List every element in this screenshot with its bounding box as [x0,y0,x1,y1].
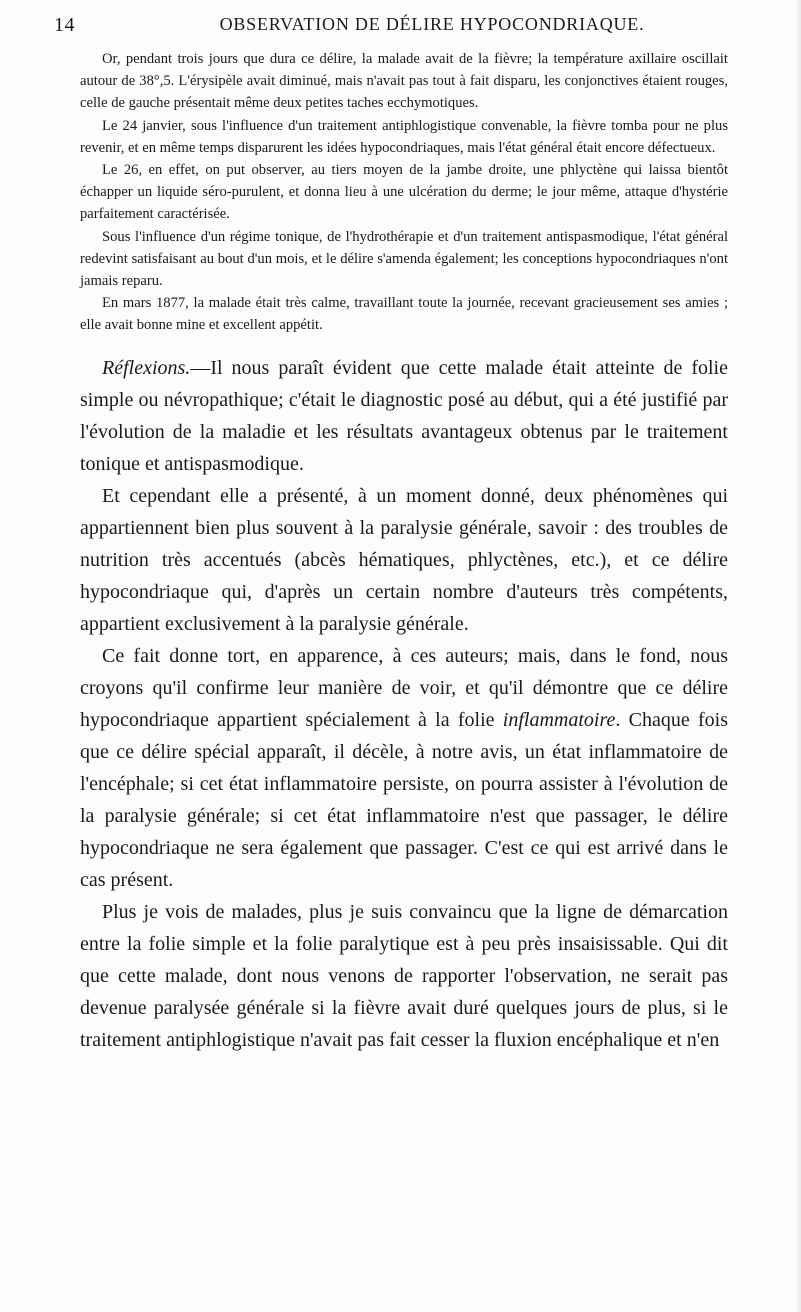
paragraph-january-24: Le 24 janvier, sous l'influence d'un traitement antiphlogistique convenable, la fièvre tomba pour ne plus revenir, et en même temps disparurent les idées hypocondriaques, mais l'état général était encore défectueux. [80,117,728,156]
reflexions-label: Réflexions. [102,357,191,379]
paragraph-phenomena: Et cependant elle a présenté, à un moment donné, deux phénomènes qui appartiennent bien plus souvent à la paralysie générale, savoir : des troubles de nutrition très accentués (abcès hématiques, phlyctènes, etc.), et ce délire hypocondriaque qui, d'après un certain nombre d'auteurs très compétents, appartient exclusivement à la paralysie générale. [80,485,728,635]
page-header [52,6,752,46]
inflammatory-text-a: Ce fait donne tort, en apparence, à ces auteurs; mais, dans le fond, nous croyons qu'il confirme leur manière de voir, et qu'il démontre que ce délire hypocondriaque appartient spécialement à la folie [80,645,728,731]
paragraph-demarcation: Plus je vois de malades, plus je suis convaincu que la ligne de démarcation entre la folie simple et la folie paralytique est à peu près insaisissable. Qui dit que cette malade, dont nous venons de rapporter l'observation, ne serait pas devenue paralysée générale si la fièvre avait duré quelques jours de plus, si le traitement antiphlogistique n'avait pas fait cesser la fluxion encéphalique et n'en [80,901,728,1051]
paragraph-fever: Or, pendant trois jours que dura ce délire, la malade avait de la fièvre; la température axillaire oscillait autour de 38°,5. L'érysipèle avait diminué, mais n'avait pas tout à fait disparu, les conjonctives étaient rouges, celle de gauche présentait même deux petites taches ecchymotiques. [80,51,728,112]
observation-notes [80,48,728,337]
paragraph-inflammatory [80,640,728,896]
inflammatory-term: inflammatoire [502,709,616,731]
page-number: 14 [54,14,75,36]
page-edge-shadow [795,0,801,1312]
paragraph-reflexions [80,352,728,480]
paragraph-treatment: Sous l'influence d'un régime tonique, de l'hydrothérapie et d'un traitement antispasmodique, l'état général redevint satisfaisant au bout d'un mois, et le délire s'amenda également; les conceptions hypocondriaques n'ont jamais reparu. [80,228,728,290]
paragraph-march-1877: En mars 1877, la malade était très calme, travaillant toute la journée, recevant gracieusement ses amies ; elle avait bonne mine et excellent appétit. [80,295,728,334]
paragraph-january-26: Le 26, en effet, on put observer, au tiers moyen de la jambe droite, une phlyctène qui laissa bientôt échapper un liquide séro-purulent, et donna lieu à une ulcération du derme; le jour même, attaque d'hystérie parfaitement caractérisée. [80,162,728,223]
reflections-section [80,352,728,1056]
reflexions-text: —Il nous paraît évident que cette malade était atteinte de folie simple ou névropathique; c'était le diagnostic posé au début, qui a été justifié par l'évolution de la maladie et les résultats avantageux obtenus par le traitement tonique et antispasmodique. [80,357,728,475]
inflammatory-text-b: . Chaque fois que ce délire spécial apparaît, il décèle, à notre avis, un état inflammatoire de l'encéphale; si cet état inflammatoire persiste, on pourra assister à l'évolution de la paralysie générale; si cet état inflammatoire n'est que passager, le délire hypocondriaque ne sera également que passager. C'est ce qui est arrivé dans le cas présent. [80,709,729,891]
running-title: OBSERVATION DE DÉLIRE HYPOCONDRIAQUE. [219,14,645,34]
